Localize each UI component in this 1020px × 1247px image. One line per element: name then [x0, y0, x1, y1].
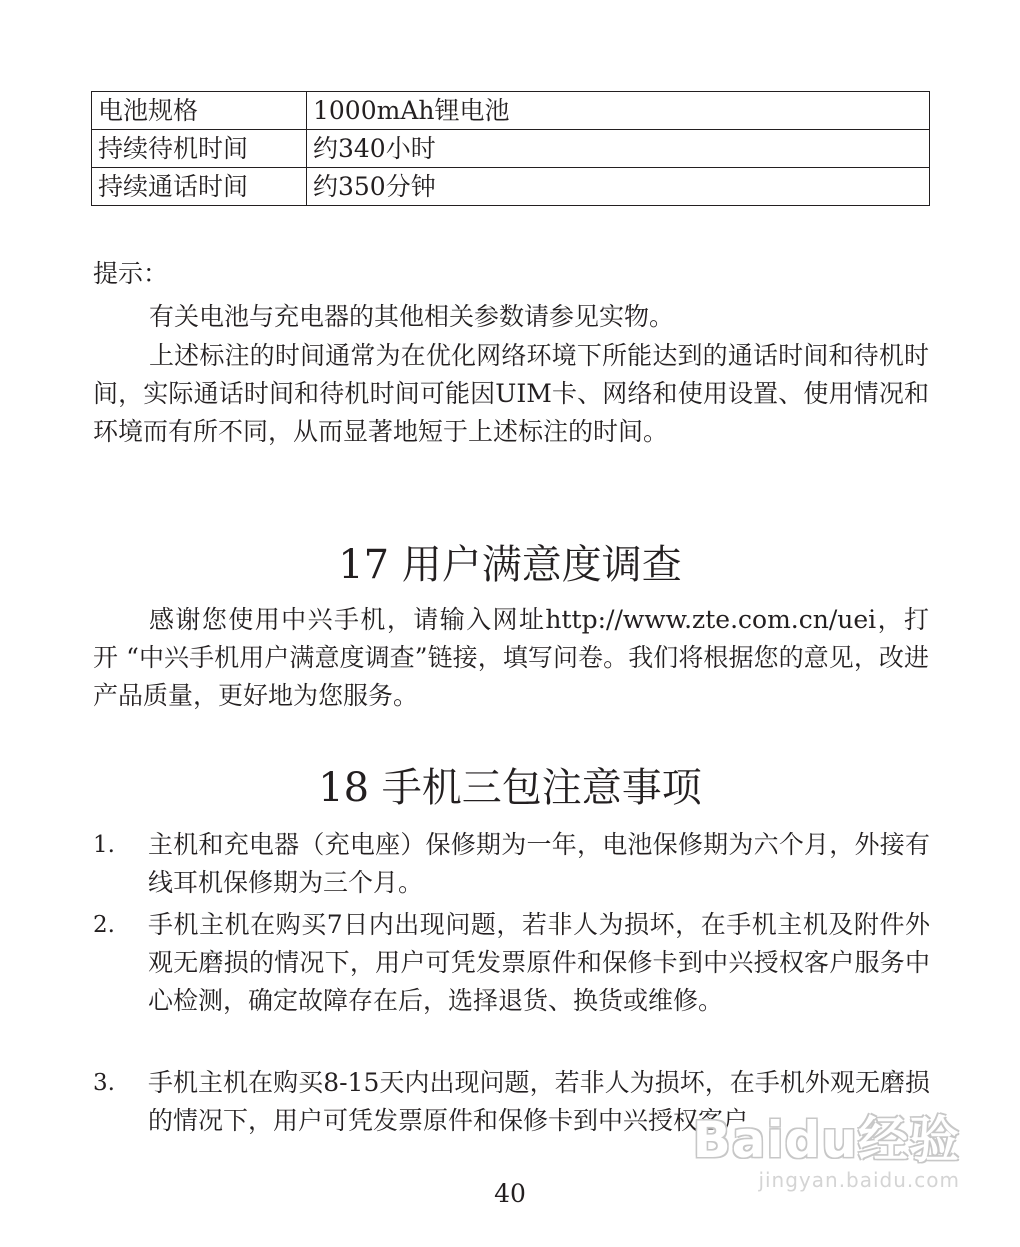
list-item: 手机主机在购买7日内出现问题，若非人为损坏，在手机主机及附件外观无磨损的情况下，用户可凭发票原件和保修卡到中兴授权客户服务中心检测，确定故障存在后，选择退货、换货或维修。 — [148, 910, 930, 1015]
spec-key: 持续待机时间 — [92, 130, 307, 168]
tips-paragraph-2: 上述标注的时间通常为在优化网络环境下所能达到的通话时间和待机时间，实际通话时间和待机时间可能因UIM卡、网络和使用设置、使用情况和环境而有所不同，从而显著地短于上述标注的时间。 — [93, 341, 929, 446]
tips-label: 提示： — [93, 259, 169, 288]
list-item: 主机和充电器（充电座）保修期为一年，电池保修期为六个月，外接有线耳机保修期为三个月。 — [148, 830, 930, 897]
page-number: 40 — [494, 1179, 526, 1208]
section-18-heading: 18 手机三包注意事项 — [318, 765, 702, 811]
watermark-url: jingyan.baidu.com — [758, 1168, 960, 1192]
spec-value: 1000mAh锂电池 — [307, 92, 930, 130]
list-item-number: 2. — [93, 912, 115, 938]
section-17-heading: 17 用户满意度调查 — [338, 542, 682, 588]
list-item: 手机主机在购买8-15天内出现问题，若非人为损坏，在手机外观无磨损的情况下，用户可凭发票原件和保修卡到中兴授权客户 — [148, 1068, 930, 1135]
table-row — [92, 130, 930, 168]
list-item-number: 3. — [93, 1070, 115, 1096]
spec-key: 持续通话时间 — [92, 168, 307, 206]
section-17-body: 感谢您使用中兴手机，请输入网址http://www.zte.com.cn/uei，打开 “中兴手机用户满意度调查”链接，填写问卷。我们将根据您的意见，改进产品质量，更好地为您服务。 — [93, 605, 929, 710]
watermark-logo: Baidu经验 — [692, 1111, 960, 1169]
table-row — [92, 168, 930, 206]
battery-spec-table — [91, 91, 930, 206]
spec-value: 约340小时 — [307, 130, 930, 168]
spec-value: 约350分钟 — [307, 168, 930, 206]
tips-paragraph-1: 有关电池与充电器的其他相关参数请参见实物。 — [149, 302, 675, 331]
table-row — [92, 92, 930, 130]
list-item-number: 1. — [93, 832, 115, 858]
spec-key: 电池规格 — [92, 92, 307, 130]
